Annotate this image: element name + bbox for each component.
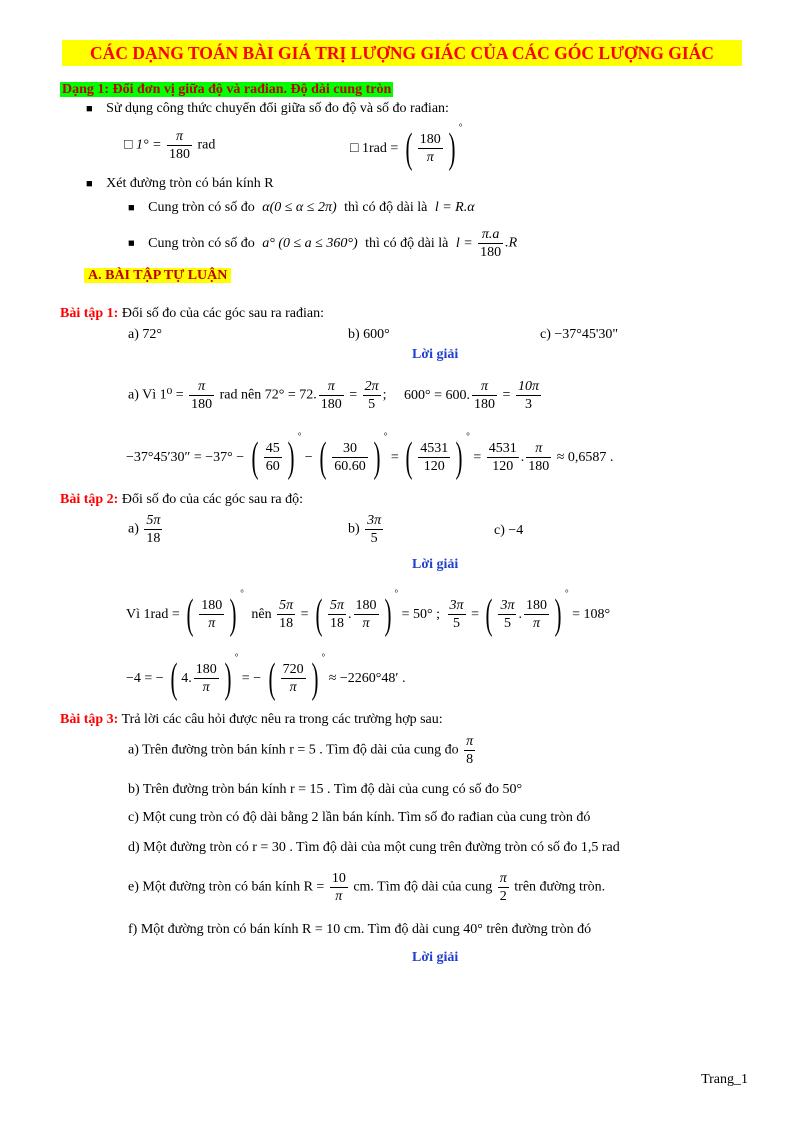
fraction: [365, 512, 383, 547]
degree-mark: °: [564, 588, 569, 598]
exercise-2-solution-line-1: [126, 588, 610, 636]
left-paren: (: [186, 591, 194, 638]
fraction: [487, 440, 519, 475]
math-text: a) Vì 1⁰ =: [128, 387, 184, 403]
degree-mark: °: [466, 431, 470, 441]
denominator: 180: [480, 245, 502, 260]
option-letter: b): [348, 521, 360, 537]
math-text: 4.: [181, 671, 192, 686]
exercise-label: Bài tập 1:: [60, 306, 119, 321]
math-text: ;: [382, 387, 387, 403]
page-number: Trang_1: [701, 1072, 748, 1087]
exercise-2-option-a: [128, 512, 164, 547]
math-text: = −: [241, 671, 262, 686]
denominator: π: [335, 889, 343, 904]
denominator: π: [289, 680, 297, 696]
denominator: 5: [503, 616, 511, 632]
math-text: =: [502, 387, 511, 403]
fraction: [319, 378, 344, 413]
math-text: .: [518, 607, 522, 622]
fraction: [332, 440, 368, 475]
exercise-3-item-c: c) Một cung tròn có độ dài bằng 2 lần bán kính. Tìm số đo rađian của cung tròn đó: [128, 810, 591, 825]
math-text: = 108°: [572, 607, 611, 622]
exercise-2-option-b: [348, 512, 385, 547]
math-text: rad nên 72° = 72.: [219, 387, 317, 403]
degree-mark: °: [394, 588, 399, 598]
left-paren: (: [405, 434, 413, 481]
math-text: 600° = 600.: [404, 387, 471, 403]
fraction: [498, 597, 516, 632]
denominator: 18: [146, 531, 161, 546]
fraction: [144, 512, 162, 547]
bullet-1-text: Sử dụng công thức chuyển đổi giữa số đo độ và số đo rađian:: [106, 101, 449, 116]
numerator: π: [167, 128, 192, 146]
exercise-1-solution-line-2: [126, 431, 613, 479]
section-heading: [60, 82, 393, 98]
exercise-1-option-c: c) −37°45'30": [540, 327, 619, 342]
numerator: 180: [201, 598, 223, 614]
numerator: 30: [332, 440, 368, 458]
denominator: 180: [191, 397, 213, 412]
fraction: [418, 131, 443, 166]
denominator: 8: [466, 752, 474, 767]
math-text: −4 = −: [126, 671, 164, 686]
denominator: 120: [492, 459, 514, 475]
math-text: ≈ −2260°48′ .: [328, 671, 406, 686]
section-a-heading: [84, 268, 231, 284]
math-text: =: [471, 607, 479, 622]
fraction: [524, 597, 549, 632]
formula-rad-to-deg: [350, 122, 462, 170]
right-paren: ): [311, 655, 319, 702]
formula-text: 1° =: [135, 137, 162, 153]
numerator: 3π: [500, 598, 515, 614]
numerator: π: [499, 871, 507, 886]
left-paren: (: [405, 125, 413, 172]
math-expression: a° (0 ≤ a ≤ 360°): [262, 235, 358, 251]
bullet-1: [86, 101, 449, 117]
numerator: 3π: [449, 598, 464, 614]
fraction: [448, 597, 466, 632]
fraction: [363, 378, 381, 413]
denominator: π: [202, 680, 210, 696]
math-text: =: [349, 387, 358, 403]
denominator: π: [362, 616, 370, 632]
numerator: 10π: [517, 379, 539, 394]
right-paren: ): [229, 591, 237, 638]
degree-mark: °: [383, 431, 388, 441]
numerator: 3π: [367, 513, 382, 528]
fraction: [478, 226, 503, 261]
exercise-prompt-text: Đổi số đo của các góc sau ra rađian:: [121, 306, 324, 321]
math-text: =: [390, 450, 399, 465]
exercise-1-prompt: [60, 306, 324, 322]
fraction: [330, 870, 348, 905]
denominator: π: [426, 150, 434, 166]
section-heading-text: Dạng 1: Đổi đơn vị giữa độ và rađian. Độ dài cung tròn: [62, 82, 392, 97]
sub-bullet-text: thì có độ dài là: [365, 235, 449, 251]
degree-mark: °: [240, 588, 244, 598]
numerator: π.a: [478, 226, 503, 244]
denominator: 3: [524, 397, 532, 412]
solution-label: Lời giải: [412, 347, 459, 362]
right-paren: ): [287, 434, 295, 481]
bullet-2-text: Xét đường tròn có bán kính R: [106, 176, 274, 191]
solution-label: Lời giải: [412, 950, 459, 965]
denominator: 180: [169, 147, 191, 162]
fraction: [498, 870, 509, 905]
exercise-3-item-f: f) Một đường tròn có bán kính R = 10 cm. Tìm độ dài cung 40° trên đường tròn đó: [128, 922, 592, 937]
numerator: π: [466, 734, 474, 749]
fraction: [277, 597, 295, 632]
square-bullet-icon: ■: [86, 178, 93, 190]
exercise-3-item-a: [128, 733, 477, 768]
denominator: 5: [453, 616, 461, 632]
exercise-1-option-b: b) 600°: [348, 327, 390, 342]
degree-mark: °: [297, 431, 302, 441]
square-bullet-icon: ■: [128, 202, 135, 214]
left-paren: (: [485, 591, 493, 638]
right-paren: ): [224, 655, 232, 702]
denominator: 180: [528, 459, 550, 475]
numerator: 5π: [330, 598, 345, 614]
exercise-label: Bài tập 2:: [60, 492, 119, 507]
math-text: =: [300, 607, 309, 622]
left-paren: (: [319, 434, 327, 481]
numerator: 180: [195, 662, 217, 678]
math-text: nên: [251, 607, 272, 622]
math-text: .: [348, 607, 352, 622]
denominator: π: [208, 616, 216, 632]
fraction: [328, 597, 346, 632]
fraction: [194, 661, 219, 696]
item-text: e) Một đường tròn có bán kính R =: [128, 879, 325, 895]
sub-bullet-text: Cung tròn có số đo: [148, 200, 255, 215]
exercise-3-item-d: d) Một đường tròn có r = 30 . Tìm độ dài của một cung trên đường tròn có số đo 1,5 rad: [128, 840, 620, 855]
math-text: =: [473, 450, 482, 465]
denominator: 60: [265, 459, 280, 475]
formula-deg-to-rad: [124, 128, 215, 163]
denominator: 2: [499, 889, 507, 904]
fraction: [189, 378, 214, 413]
exercise-prompt-text: Trả lời các câu hỏi được nêu ra trong các trường hợp sau:: [121, 712, 443, 727]
math-text: = 50° ;: [401, 607, 441, 622]
left-paren: (: [251, 434, 259, 481]
numerator: 720: [282, 662, 304, 678]
fraction: [199, 597, 224, 632]
formula-text: 1rad =: [361, 141, 399, 156]
box-icon: □: [124, 137, 133, 153]
numerator: 2π: [364, 379, 379, 394]
numerator: 10: [331, 871, 346, 886]
solution-label: Lời giải: [412, 557, 459, 572]
math-text: −: [304, 450, 313, 465]
math-text: −37°45′30″ = −37° −: [126, 450, 245, 465]
exercise-2-option-c: c) −4: [494, 523, 524, 538]
exercise-3-prompt: [60, 712, 443, 728]
left-paren: (: [170, 655, 178, 702]
sub-bullet-1: [128, 200, 475, 216]
denominator: 5: [370, 531, 378, 546]
numerator: π: [472, 378, 497, 396]
numerator: 4531: [420, 441, 449, 457]
right-paren: ): [384, 591, 392, 638]
exercise-2-prompt: [60, 492, 303, 508]
right-paren: ): [455, 434, 463, 481]
fraction: [464, 733, 475, 768]
right-paren: ): [373, 434, 381, 481]
left-paren: (: [315, 591, 323, 638]
fraction: [418, 440, 450, 475]
exercise-3-item-b: b) Trên đường tròn bán kính r = 15 . Tìm độ dài của cung có số đo 50°: [128, 782, 523, 797]
item-text: trên đường tròn.: [514, 879, 606, 895]
degree-mark: °: [458, 122, 463, 132]
denominator: 18: [279, 616, 294, 632]
numerator: 45: [265, 441, 280, 457]
denominator: 18: [330, 616, 345, 632]
numerator: π: [319, 378, 344, 396]
sub-bullet-2: [128, 226, 517, 261]
sub-bullet-text: Cung tròn có số đo: [148, 235, 255, 251]
denominator: π: [532, 616, 540, 632]
fraction: [167, 128, 192, 163]
math-text: .: [520, 450, 525, 465]
math-expression: l =: [455, 235, 473, 251]
fraction: [472, 378, 497, 413]
numerator: 5π: [146, 513, 161, 528]
numerator: 180: [355, 598, 377, 614]
exercise-1-option-a: a) 72°: [128, 327, 162, 342]
denominator: 120: [423, 459, 445, 475]
math-text: ≈ 0,6587 .: [556, 450, 614, 465]
fraction: [281, 661, 306, 696]
bullet-2: [86, 176, 274, 192]
exercise-2-solution-line-2: [126, 652, 405, 700]
fraction: [354, 597, 379, 632]
exercise-prompt-text: Đổi số đo của các góc sau ra độ:: [121, 492, 304, 507]
item-text: a) Trên đường tròn bán kính r = 5 . Tìm độ dài của cung đo: [128, 742, 459, 758]
numerator: 4531: [488, 441, 517, 457]
math-expression: .R: [505, 235, 518, 251]
exercise-3-item-e: [128, 870, 605, 905]
option-letter: a): [128, 521, 139, 537]
numerator: π: [526, 440, 551, 458]
numerator: π: [189, 378, 214, 396]
numerator: 180: [419, 132, 441, 148]
square-bullet-icon: ■: [128, 237, 135, 250]
math-expression: l = R.α: [434, 200, 475, 215]
right-paren: ): [554, 591, 562, 638]
fraction: [516, 378, 541, 413]
degree-mark: °: [321, 652, 326, 662]
math-expression: α(0 ≤ α ≤ 2π): [262, 200, 337, 215]
formula-text: rad: [197, 137, 216, 153]
section-a-heading-text: A. BÀI TẬP TỰ LUẬN: [84, 268, 231, 283]
document-title: CÁC DẠNG TOÁN BÀI GIÁ TRỊ LƯỢNG GIÁC CỦA CÁC GÓC LƯỢNG GIÁC: [62, 40, 742, 66]
degree-mark: °: [234, 652, 239, 662]
denominator: 180: [320, 397, 342, 412]
sub-bullet-text: thì có độ dài là: [344, 200, 428, 215]
exercise-1-solution-line-1: [128, 378, 543, 413]
fraction: [526, 440, 551, 475]
numerator: 5π: [279, 598, 294, 614]
denominator: 5: [368, 397, 376, 412]
denominator: 60.60: [334, 459, 366, 475]
item-text: cm. Tìm độ dài của cung: [353, 879, 493, 895]
fraction: [264, 440, 282, 475]
right-paren: ): [448, 125, 456, 172]
exercise-label: Bài tập 3:: [60, 712, 119, 727]
box-icon: □: [350, 141, 359, 156]
left-paren: (: [268, 655, 276, 702]
math-text: Vì 1rad =: [126, 607, 180, 622]
numerator: 180: [525, 598, 547, 614]
square-bullet-icon: ■: [86, 103, 93, 115]
denominator: 180: [474, 397, 496, 412]
